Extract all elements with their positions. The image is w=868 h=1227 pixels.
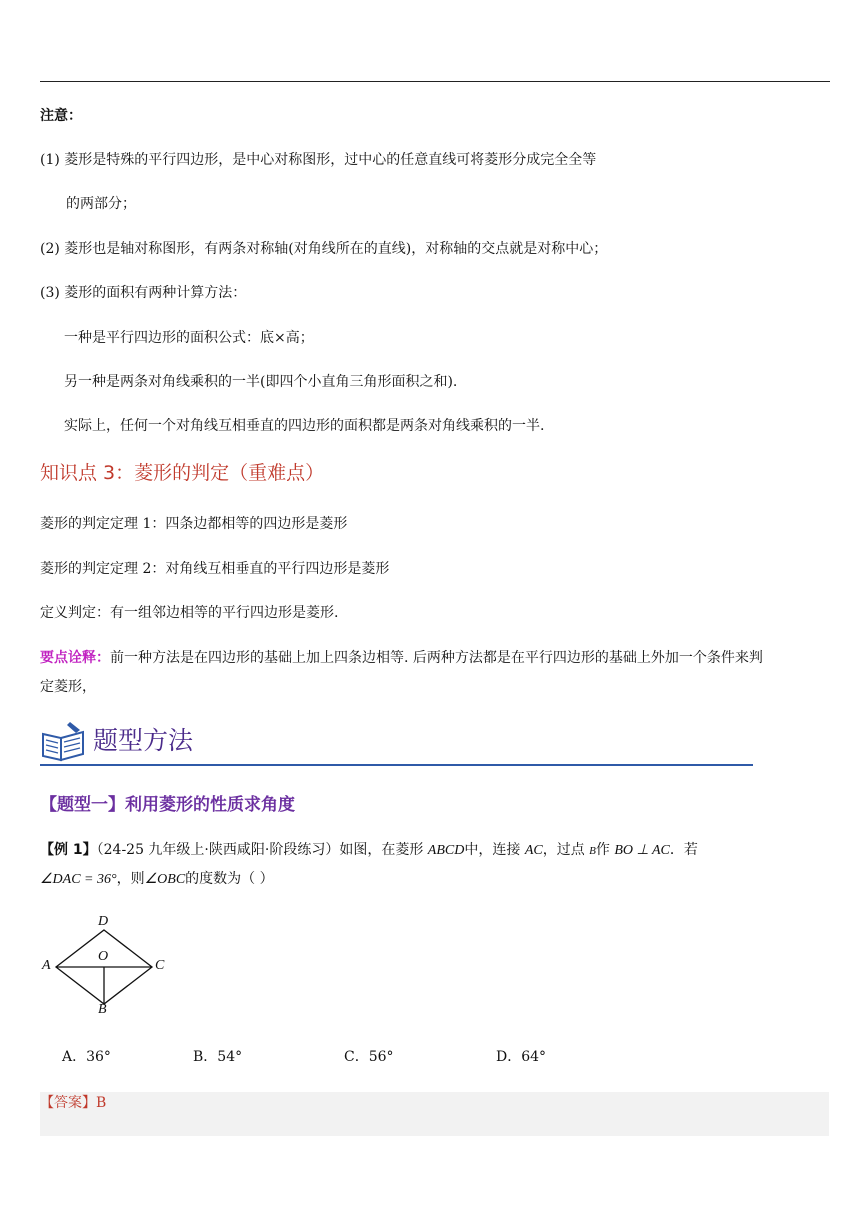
answer-label: 【答案】	[40, 1095, 96, 1111]
example-question-line-1: 【例 1】（24-25 九年级上·陕西咸阳·阶段练习）如图，在菱形 ABCD中，连接 AC，过点 B作 BO ⊥ AC．若	[40, 842, 698, 858]
vertex-label-d: D	[98, 914, 109, 929]
note-item-2: (2) 菱形也是轴对称图形，有两条对称轴(对角线所在的直线)，对称轴的交点就是对称中心；	[40, 241, 608, 257]
vertex-label-b: B	[98, 1002, 107, 1017]
note-label: 注意：	[40, 108, 82, 124]
option-a[interactable]: A．36°	[62, 1049, 111, 1065]
answer-box	[40, 1092, 829, 1136]
theorem-2: 菱形的判定定理 2：对角线互相垂直的平行四边形是菱形	[40, 561, 390, 577]
note-item-3: (3) 菱形的面积有两种计算方法：	[40, 285, 247, 301]
key-point-line-1	[40, 649, 763, 667]
example-question-line-2: ∠DAC = 36°，则∠OBC的度数为（ ）	[40, 871, 274, 887]
knowledge-point-heading: 知识点 3：菱形的判定（重难点）	[40, 462, 325, 484]
definition-criterion: 定义判定：有一组邻边相等的平行四边形是菱形.	[40, 605, 339, 621]
key-point-text: 前一种方法是在四边形的基础上加上四条边相等. 后两种方法都是在平行四边形的基础上外加一个条件来判	[110, 650, 763, 666]
key-point-label: 要点诠释：	[40, 650, 110, 666]
example-tag: 【例 1】	[40, 842, 97, 858]
option-c[interactable]: C．56°	[344, 1049, 394, 1065]
answer-value: B	[96, 1095, 107, 1111]
theorem-1: 菱形的判定定理 1：四条边都相等的四边形是菱形	[40, 516, 348, 532]
option-d[interactable]: D．64°	[496, 1049, 547, 1065]
area-method-1: 一种是平行四边形的面积公式：底×高；	[64, 330, 314, 346]
center-label-o: O	[98, 949, 109, 964]
note-remark: 实际上，任何一个对角线互相垂直的四边形的面积都是两条对角线乘积的一半.	[64, 418, 545, 434]
answer-line	[40, 1094, 106, 1112]
vertex-label-a: A	[42, 958, 51, 973]
type-heading: 【题型一】利用菱形的性质求角度	[40, 795, 295, 815]
section-rule	[40, 764, 753, 766]
section-title: 题型方法	[93, 726, 194, 755]
vertex-label-c: C	[155, 958, 165, 973]
area-method-2: 另一种是两条对角线乘积的一半(即四个小直角三角形面积之和).	[64, 374, 458, 390]
open-book-icon	[40, 720, 86, 764]
note-item-1: (1) 菱形是特殊的平行四边形，是中心对称图形，过中心的任意直线可将菱形分成完全全等	[40, 152, 597, 168]
header-rule	[40, 81, 830, 82]
key-point-line-2: 定菱形，	[40, 679, 96, 695]
note-item-1-cont: 的两部分；	[66, 196, 136, 212]
option-b[interactable]: B．54°	[193, 1049, 243, 1065]
